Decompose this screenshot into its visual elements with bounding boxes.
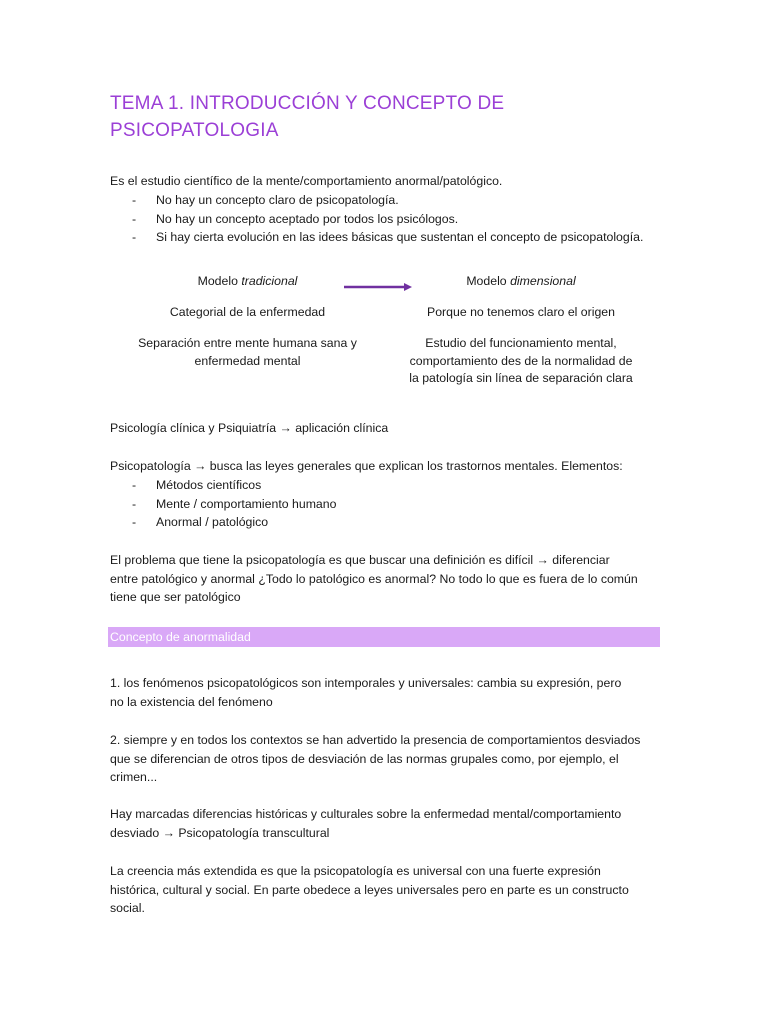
section-header-bar — [108, 627, 660, 647]
list-item: - Anormal / patológico — [110, 513, 660, 532]
dash-bullet: - — [132, 496, 137, 511]
list-item: - Si hay cierta evolución en las idees básicas que sustentan el concepto de psicopatología. — [110, 228, 660, 247]
list-item: - Métodos científicos — [110, 476, 660, 495]
title-line-1: TEMA 1. INTRODUCCIÓN Y CONCEPTO DE — [110, 93, 505, 114]
title-line-2: PSICOPATOLOGIA — [110, 120, 279, 141]
dash-bullet: - — [132, 211, 137, 226]
page-title — [110, 90, 660, 144]
model-dimensional-heading: Modelo dimensional — [466, 274, 576, 288]
differences-paragraph: Hay marcadas diferencias históricas y culturales sobre la enfermedad mental/comportamiento desviado → Psicopatología transcultural — [110, 807, 622, 840]
list-item: - No hay un concepto claro de psicopatología. — [110, 191, 660, 210]
section-heading: Concepto de anormalidad — [110, 630, 251, 644]
intro-bullet-list — [110, 191, 660, 247]
dash-bullet: - — [132, 230, 137, 244]
traditional-row-2: Categorial de la enfermedad — [169, 305, 326, 319]
model-traditional-heading: Modelo tradicional — [197, 274, 298, 288]
dash-bullet: - — [132, 515, 137, 529]
elements-list — [110, 476, 660, 532]
list-item: - Mente / comportamiento humano — [110, 495, 660, 514]
dimensional-row-2: Porque no tenemos claro el origen — [427, 305, 615, 319]
list-item: - No hay un concepto aceptado por todos los psicólogos. — [110, 210, 660, 229]
dimensional-row-3: Estudio del funcionamiento mental, comportamiento des de la normalidad de la patología sin línea de separación clara — [409, 336, 633, 385]
psychopathology-definition: Psicopatología → busca las leyes generales que explican los trastornos mentales. Elementos: — [110, 459, 623, 473]
point-1-paragraph: 1. los fenómenos psicopatológicos son intemporales y universales: cambia su expresión, pero no la existencia del fenómeno — [110, 676, 622, 709]
dash-bullet: - — [132, 193, 137, 207]
dash-bullet: - — [132, 478, 137, 492]
belief-paragraph: La creencia más extendida es que la psicopatología es universal con una fuerte expresión histórica, cultural y social. En parte obedece a leyes universales pero en parte es un constructo social. — [110, 864, 629, 915]
point-2-paragraph: 2. siempre y en todos los contextos se han advertido la presencia de comportamientos desviados que se diferencian de otros tipos de desviación de las normas grupales como, por ejemplo, el crimen... — [110, 733, 641, 784]
traditional-row-3: Separación entre mente humana sana y enfermedad mental — [138, 336, 357, 368]
intro-paragraph: Es el estudio científico de la mente/comportamiento anormal/patológico. — [110, 174, 503, 188]
problem-paragraph: El problema que tiene la psicopatología es que buscar una definición es difícil → diferenciar entre patológico y anormal ¿Todo lo patológico es anormal? No todo lo que es fuera de lo común tiene que ser patológico — [110, 553, 638, 604]
clinical-paragraph: Psicología clínica y Psiquiatría → aplicación clínica — [110, 421, 389, 435]
